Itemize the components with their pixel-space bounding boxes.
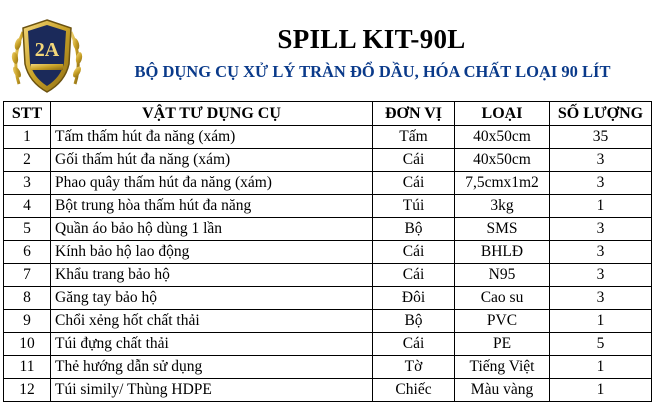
cell-item: Quần áo bảo hộ dùng 1 lần [51,218,373,241]
cell-quantity: 3 [550,264,652,287]
cell-type: Tiếng Việt [455,356,550,379]
table-row [4,126,652,149]
cell-unit: Bộ [373,218,455,241]
table-row [4,149,652,172]
cell-type: 7,5cmx1m2 [455,172,550,195]
table-row [4,218,652,241]
cell-stt: 4 [4,195,51,218]
cell-item: Kính bảo hộ lao động [51,241,373,264]
cell-quantity: 1 [550,356,652,379]
table-row [4,333,652,356]
cell-type: 3kg [455,195,550,218]
cell-stt: 9 [4,310,51,333]
cell-unit: Tấm [373,126,455,149]
cell-type: Cao su [455,287,550,310]
column-header-unit: ĐƠN VỊ [373,102,455,126]
cell-quantity: 3 [550,241,652,264]
cell-item: Phao quây thấm hút đa năng (xám) [51,172,373,195]
cell-type: PVC [455,310,550,333]
cell-stt: 8 [4,287,51,310]
cell-stt: 3 [4,172,51,195]
cell-quantity: 1 [550,195,652,218]
cell-item: Túi đựng chất thải [51,333,373,356]
column-header-type: LOẠI [455,102,550,126]
table-row [4,172,652,195]
column-header-item: VẬT TƯ DỤNG CỤ [51,102,373,126]
cell-stt: 5 [4,218,51,241]
cell-item: Khẩu trang bảo hộ [51,264,373,287]
cell-type: SMS [455,218,550,241]
cell-type: 40x50cm [455,149,550,172]
cell-type: Màu vàng [455,379,550,402]
table-row [4,195,652,218]
cell-quantity: 3 [550,287,652,310]
cell-quantity: 1 [550,379,652,402]
svg-text:2A: 2A [34,39,60,61]
cell-item: Chổi xẻng hốt chất thải [51,310,373,333]
cell-unit: Bộ [373,310,455,333]
page-title: SPILL KIT-90L [277,24,466,54]
cell-stt: 10 [4,333,51,356]
cell-unit: Cái [373,241,455,264]
cell-unit: Đôi [373,287,455,310]
table-row [4,356,652,379]
cell-stt: 2 [4,149,51,172]
cell-unit: Túi [373,195,455,218]
cell-stt: 1 [4,126,51,149]
header [0,0,654,101]
table-header-row [4,102,652,126]
page-subtitle: BỘ DỤNG CỤ XỬ LÝ TRÀN ĐỔ DẦU, HÓA CHẤT LOẠI 90 LÍT [134,62,611,81]
cell-type: N95 [455,264,550,287]
cell-quantity: 3 [550,172,652,195]
cell-stt: 6 [4,241,51,264]
table-row [4,287,652,310]
spill-kit-table [3,101,652,402]
cell-quantity: 5 [550,333,652,356]
cell-item: Túi simily/ Thùng HDPE [51,379,373,402]
cell-item: Găng tay bảo hộ [51,287,373,310]
table-row [4,379,652,402]
cell-unit: Cái [373,149,455,172]
cell-quantity: 1 [550,310,652,333]
cell-stt: 12 [4,379,51,402]
cell-unit: Tờ [373,356,455,379]
cell-unit: Cái [373,264,455,287]
cell-unit: Cái [373,333,455,356]
column-header-quantity: SỐ LƯỢNG [550,102,652,126]
cell-stt: 7 [4,264,51,287]
company-logo [9,14,85,96]
cell-item: Tấm thấm hút đa năng (xám) [51,126,373,149]
table-row [4,264,652,287]
cell-quantity: 3 [550,218,652,241]
cell-type: PE [455,333,550,356]
cell-item: Thẻ hướng dẫn sử dụng [51,356,373,379]
cell-item: Gối thấm hút đa năng (xám) [51,149,373,172]
cell-type: 40x50cm [455,126,550,149]
cell-item: Bột trung hòa thấm hút đa năng [51,195,373,218]
cell-quantity: 3 [550,149,652,172]
table-row [4,241,652,264]
cell-unit: Chiếc [373,379,455,402]
cell-stt: 11 [4,356,51,379]
column-header-stt: STT [4,102,51,126]
table-row [4,310,652,333]
cell-unit: Cái [373,172,455,195]
cell-type: BHLĐ [455,241,550,264]
cell-quantity: 35 [550,126,652,149]
